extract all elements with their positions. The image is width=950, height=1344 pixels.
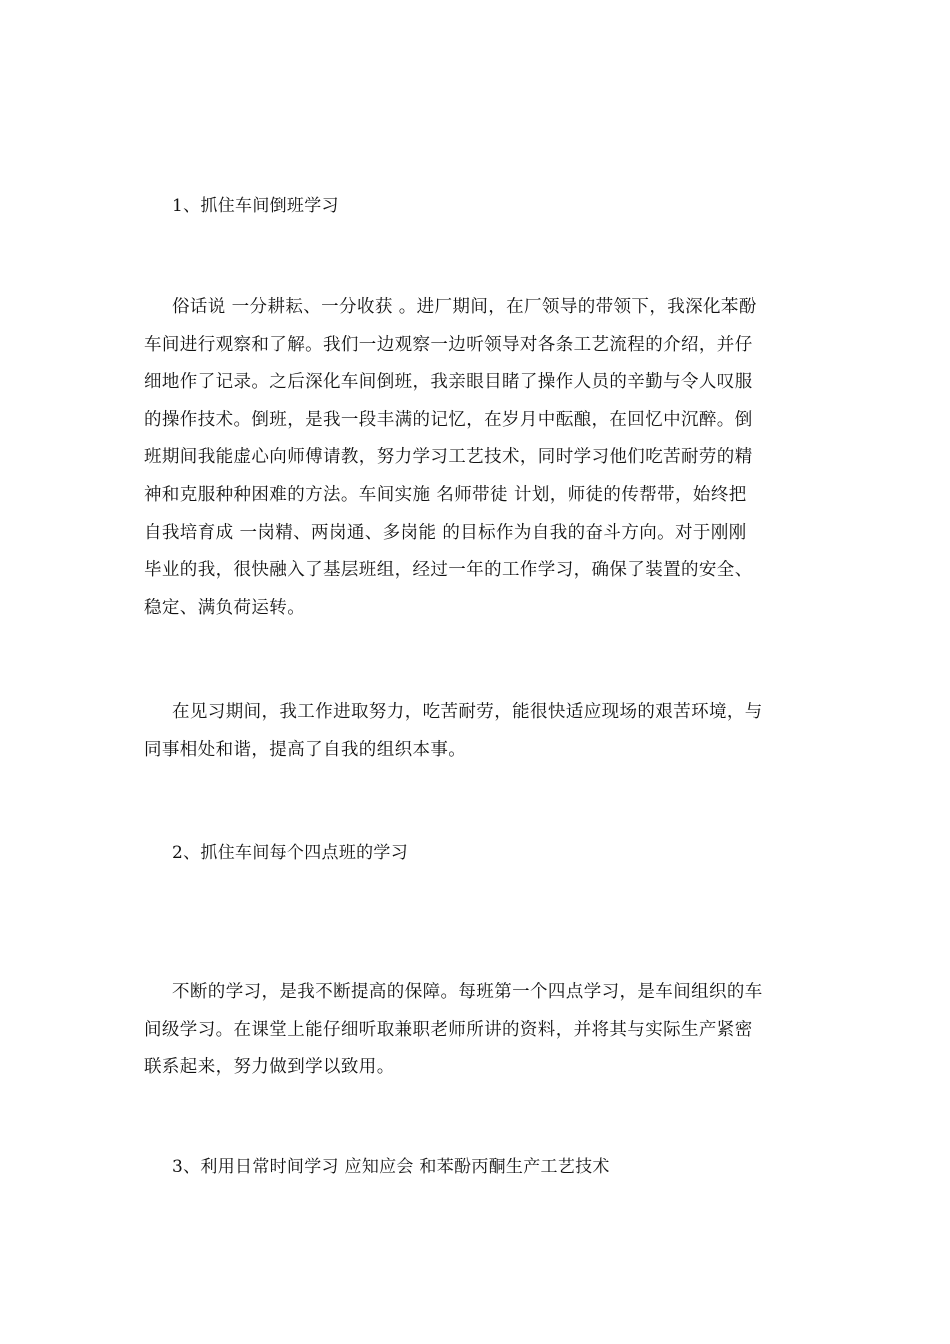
- paragraph-line: 细地作了记录。之后深化车间倒班，我亲眼目睹了操作人员的辛勤与令人叹服: [144, 372, 753, 393]
- paragraph-line: 俗话说 一分耕耘、一分收获 。进厂期间，在厂领导的带领下，我深化苯酚: [172, 297, 757, 317]
- section-heading-1: 1、抓住车间倒班学习: [172, 196, 339, 216]
- paragraph-line: 间级学习。在课堂上能仔细听取兼职老师所讲的资料，并将其与实际生产紧密: [144, 1019, 753, 1040]
- paragraph-line: 神和克服种种困难的方法。车间实施 名师带徒 计划，师徒的传帮带，始终把: [144, 484, 747, 505]
- paragraph-line: 同事相处和谐，提高了自我的组织本事。: [144, 739, 467, 760]
- paragraph-line: 自我培育成 一岗精、两岗通、多岗能 的目标作为自我的奋斗方向。对于刚刚: [144, 522, 747, 543]
- paragraph-line: 班期间我能虚心向师傅请教，努力学习工艺技术，同时学习他们吃苦耐劳的精: [144, 447, 753, 468]
- paragraph-2: [144, 694, 808, 769]
- paragraph-line: 毕业的我，很快融入了基层班组，经过一年的工作学习，确保了装置的安全、: [144, 560, 753, 581]
- section-heading-2: 2、抓住车间每个四点班的学习: [172, 843, 409, 863]
- paragraph-line: 联系起来，努力做到学以致用。: [144, 1057, 395, 1078]
- paragraph-3: [144, 974, 808, 1087]
- paragraph-line: 不断的学习，是我不断提高的保障。每班第一个四点学习，是车间组织的车: [172, 982, 763, 1002]
- section-heading-3: 3、利用日常时间学习 应知应会 和苯酚丙酮生产工艺技术: [172, 1157, 610, 1177]
- paragraph-line: 车间进行观察和了解。我们一边观察一边听领导对各条工艺流程的介绍，并仔: [144, 334, 753, 355]
- paragraph-line: 稳定、满负荷运转。: [144, 597, 306, 618]
- paragraph-line: 在见习期间，我工作进取努力，吃苦耐劳，能很快适应现场的艰苦环境，与: [172, 702, 763, 722]
- paragraph-line: 的操作技术。倒班，是我一段丰满的记忆，在岁月中酝酿，在回忆中沉醉。倒: [144, 409, 753, 430]
- paragraph-1: [144, 289, 808, 627]
